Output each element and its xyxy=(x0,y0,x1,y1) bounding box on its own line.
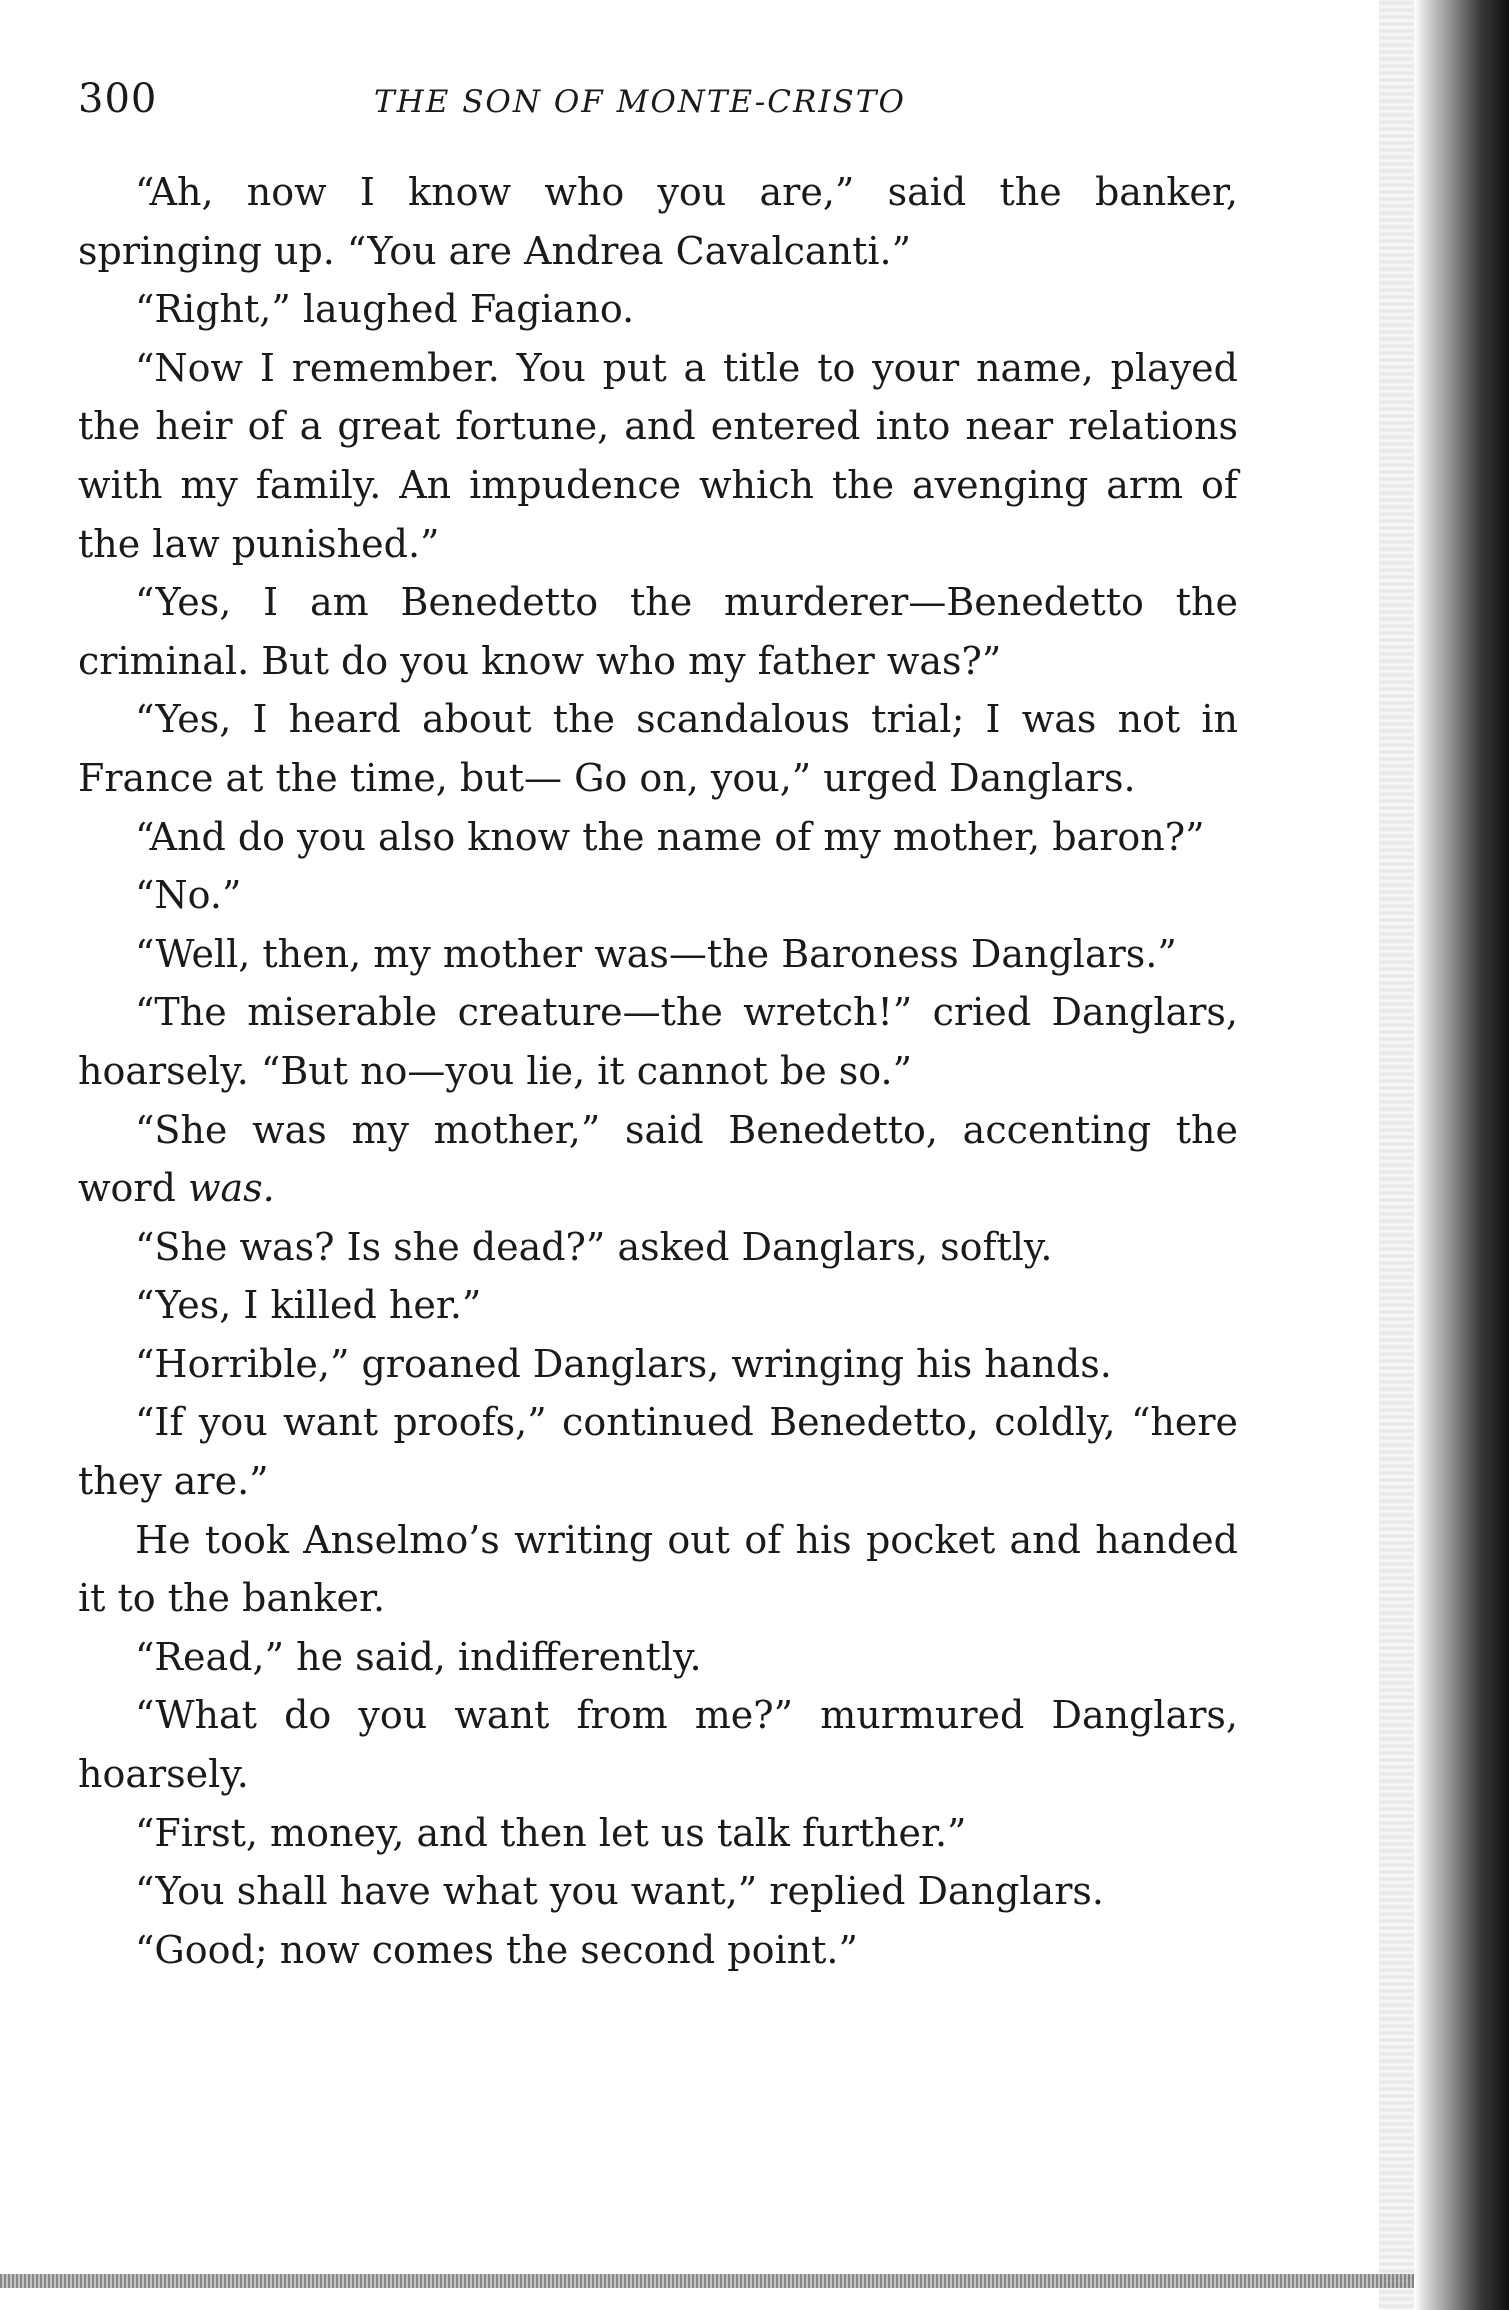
paragraph: “The miserable creature—the wretch!” cried Danglars, hoarsely. “But no—you lie, it cannot be so.” xyxy=(78,990,1238,1093)
paragraph-with-italic xyxy=(78,1101,1238,1218)
paragraph: “You shall have what you want,” replied Danglars. xyxy=(135,1869,1104,1914)
scan-bottom-edge xyxy=(0,2274,1414,2288)
paragraph: “Well, then, my mother was—the Baroness Danglars.” xyxy=(135,931,1177,976)
italic-word: was. xyxy=(188,1166,275,1211)
page-number: 300 xyxy=(78,76,158,122)
body-text xyxy=(78,163,1238,1979)
paragraph: “Yes, I heard about the scandalous trial; I was not in France at the time, but— Go on, you,” urged Danglars. xyxy=(78,697,1238,800)
paragraph: “Right,” laughed Fagiano. xyxy=(135,287,635,332)
paragraph: “First, money, and then let us talk further.” xyxy=(135,1810,967,1855)
paragraph: “She was? Is she dead?” asked Danglars, softly. xyxy=(135,1224,1053,1269)
paragraph: “And do you also know the name of my mother, baron?” xyxy=(135,814,1205,859)
paragraph: “Read,” he said, indifferently. xyxy=(135,1634,702,1679)
paragraph: “If you want proofs,” continued Benedetto, coldly, “here they are.” xyxy=(78,1400,1238,1504)
paragraph: “What do you want from me?” murmured Danglars, hoarsely. xyxy=(78,1693,1238,1797)
paragraph: “No.” xyxy=(135,873,242,918)
paragraph: “Yes, I killed her.” xyxy=(135,1283,482,1328)
paragraph: “Ah, now I know who you are,” said the banker, springing up. “You are Andrea Cavalcanti.” xyxy=(78,170,1238,273)
page-header xyxy=(78,76,1238,136)
paragraph: “Good; now comes the second point.” xyxy=(135,1927,858,1972)
paragraph: “Horrible,” groaned Danglars, wringing his hands. xyxy=(135,1341,1112,1386)
paragraph: “Yes, I am Benedetto the murderer—Benedetto the criminal. But do you know who my father was?” xyxy=(78,580,1238,683)
paragraph: He took Anselmo’s writing out of his pocket and handed it to the banker. xyxy=(78,1517,1238,1621)
running-title: THE SON OF MONTE-CRISTO xyxy=(374,84,906,120)
paragraph: “Now I remember. You put a title to your name, played the heir of a great fortune, and entered into near relations with my family. An impudence which the avenging arm of the law punished.” xyxy=(78,345,1238,566)
page-gutter-texture xyxy=(1379,0,1414,2310)
page-gutter-shadow xyxy=(1414,0,1509,2310)
paragraph-text: “She was my mother,” said Benedetto, accenting the word xyxy=(78,1107,1238,1211)
